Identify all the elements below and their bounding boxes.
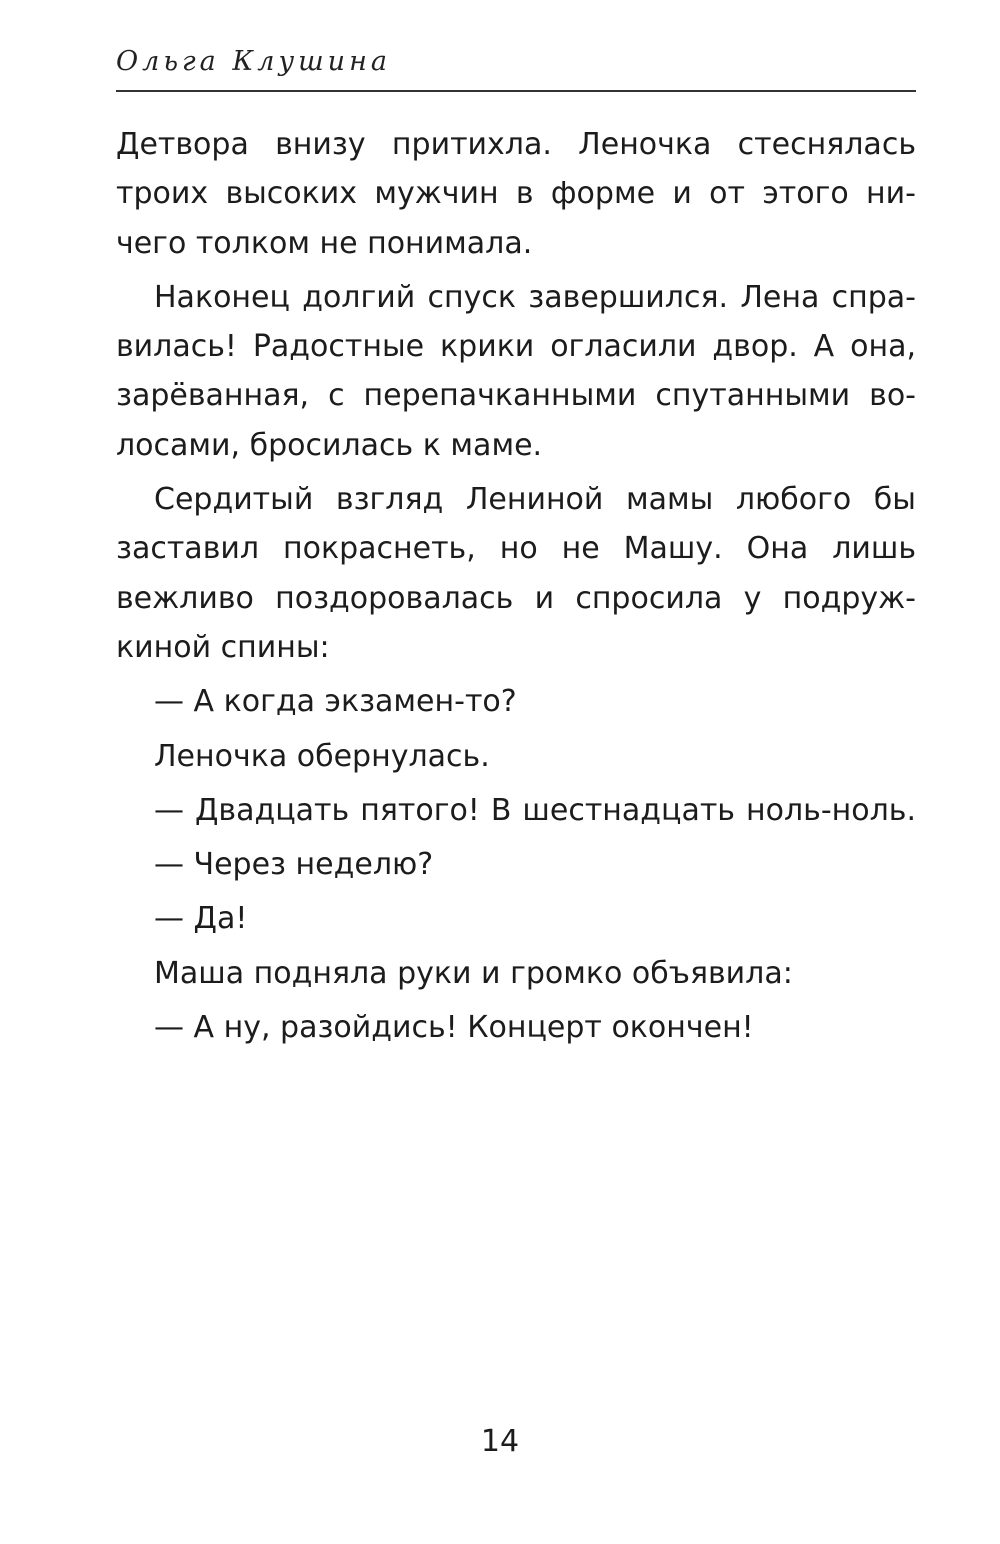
dialogue-line: — Через неделю? xyxy=(154,847,434,883)
dialogue-line: — А когда экзамен-то? xyxy=(154,684,517,720)
page-number: 14 xyxy=(480,1424,520,1459)
text-line: лосами, бросилась к маме. xyxy=(116,427,543,463)
dialogue-line: — Да! xyxy=(154,901,248,937)
dialogue-line: — А ну, разойдись! Концерт окончен! xyxy=(154,1010,754,1046)
text-line: Леночка обернулась. xyxy=(154,738,490,774)
text-line: Наконец долгий спуск завершился. Лена спра- xyxy=(154,279,916,315)
text-line: Сердитый взгляд Лениной мамы любого бы xyxy=(154,482,916,518)
text-line: Детвора внизу притихла. Леночка стеснялась xyxy=(116,127,916,162)
text-line: заставил покраснеть, но не Машу. Она лишь xyxy=(116,531,916,567)
running-header xyxy=(116,40,916,90)
text-line: вежливо поздоровалась и спросила у подруж- xyxy=(116,580,916,616)
text-line: вилась! Радостные крики огласили двор. А она, xyxy=(116,329,916,365)
text-line: киной спины: xyxy=(116,629,330,665)
dialogue-line: — Двадцать пятого! В шестнадцать ноль-ноль. xyxy=(154,792,916,828)
body-text xyxy=(116,120,916,1052)
text-line: чего толком не понимала. xyxy=(116,225,533,261)
author-name: Ольга Клушина xyxy=(116,46,391,77)
header-rule xyxy=(116,90,916,92)
text-line: троих высоких мужчин в форме и от этого ни- xyxy=(116,176,916,212)
text-line: зарёванная, с перепачканными спутанными во- xyxy=(116,378,916,414)
text-line: Маша подняла руки и громко объявила: xyxy=(154,955,793,991)
